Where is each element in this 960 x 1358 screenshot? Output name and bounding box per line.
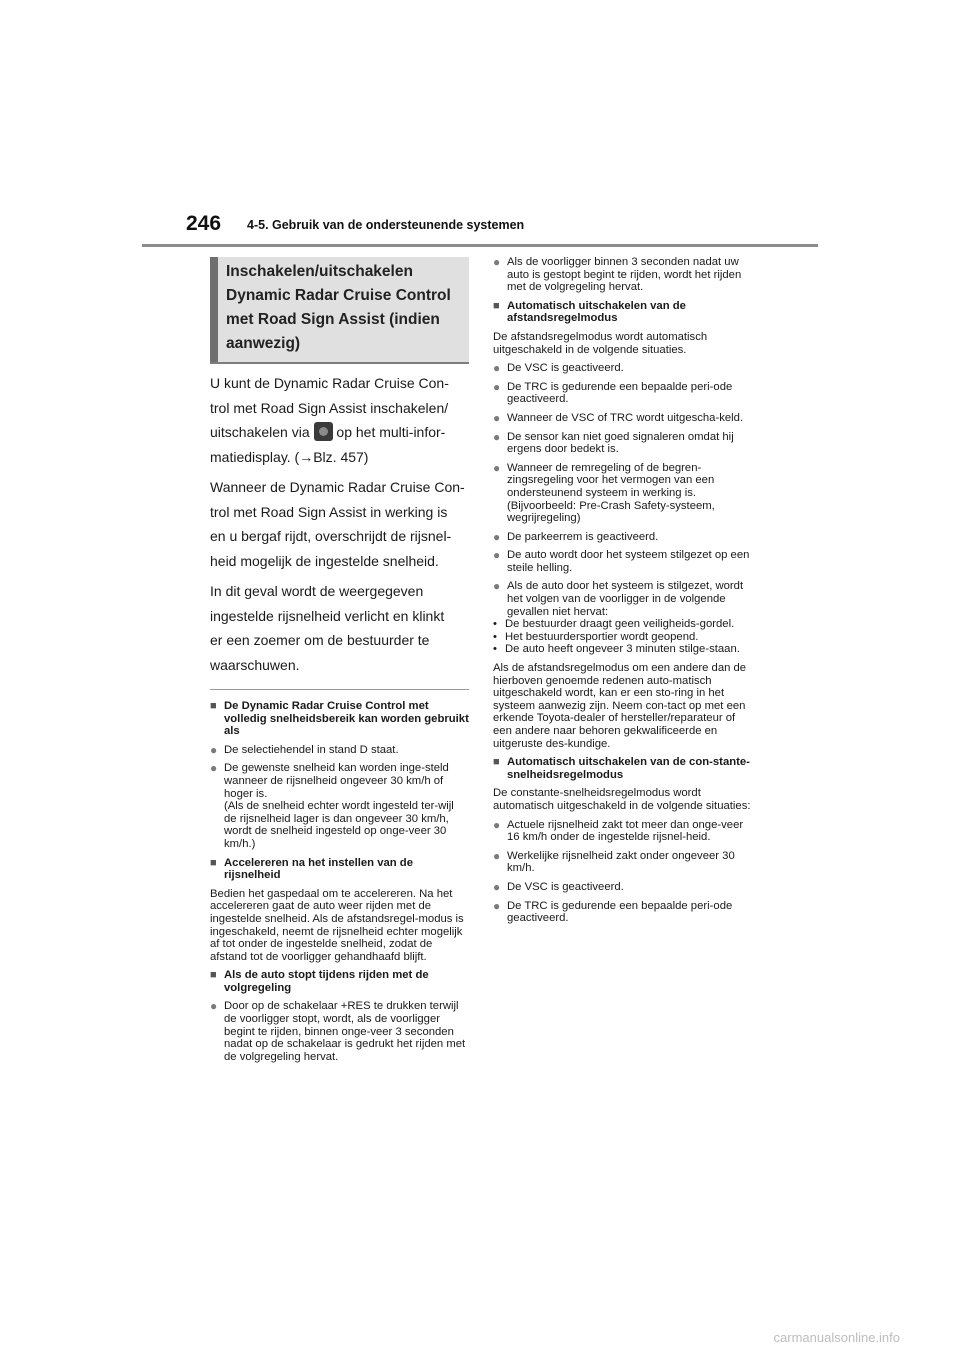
para2-line: heid mogelijk de ingestelde snelheid. xyxy=(210,552,439,569)
square-bullet-icon: ■ xyxy=(493,756,500,769)
subheading xyxy=(210,700,469,738)
para3-line: ingestelde rijsnelheid verlicht en klinkt xyxy=(210,607,445,624)
para3-line: waarschuwen. xyxy=(210,656,300,673)
square-bullet-icon: ■ xyxy=(210,700,217,712)
para2-line: trol met Road Sign Assist in werking is xyxy=(210,503,448,520)
list-item-text: De sensor kan niet goed signaleren omdat hij ergens door bedekt is. xyxy=(507,430,734,456)
dash-item-text: De bestuurder draagt geen veiligheids-gordel. xyxy=(505,618,735,631)
list-item xyxy=(493,412,755,425)
list-item-text: Werkelijke rijsnelheid zakt onder ongeveer 30 km/h. xyxy=(507,849,735,875)
intro-line: matiedisplay. (→Blz. 457) xyxy=(210,448,369,465)
list-item-text: De TRC is gedurende een bepaalde peri-ode geactiveerd. xyxy=(507,380,733,406)
paragraph: De constante-snelheidsregelmodus wordt automatisch uitgeschakeld in de volgende situaties: xyxy=(493,787,751,812)
intro-after-icon: op het multi-infor- xyxy=(332,424,446,440)
list-item-text: Wanneer de VSC of TRC wordt uitgescha-keld. xyxy=(507,411,744,424)
left-column xyxy=(210,257,469,1069)
subheading xyxy=(493,300,755,325)
header-rule xyxy=(142,244,818,247)
list-item-note: (Als de snelheid echter wordt ingesteld ter-wijl de rijsnelheid lager is dan ongeveer 30 km/h, wordt de snelheid ingesteld op onge-veer 30 km/h.) xyxy=(224,800,454,850)
subheading-text: Accelereren na het instellen van de rijsnelheid xyxy=(224,856,413,882)
list-item-text: De parkeerrem is geactiveerd. xyxy=(507,530,659,543)
dash-bullet-icon: • xyxy=(493,643,497,656)
list-item-text: De VSC is geactiveerd. xyxy=(507,362,624,375)
list-item-text: Actuele rijsnelheid zakt tot meer dan onge-veer 16 km/h onder de ingestelde rijsnel-heid. xyxy=(507,818,744,844)
bullet-icon: ● xyxy=(493,410,501,425)
list-item xyxy=(493,900,755,925)
section-title-line: met Road Sign Assist (indien xyxy=(226,311,440,328)
paragraph: De afstandsregelmodus wordt automatisch uitgeschakeld in de volgende situaties. xyxy=(493,330,708,356)
dash-bullet-icon: • xyxy=(493,630,497,643)
subheading xyxy=(210,857,469,882)
watermark: carmanualsonline.info xyxy=(773,1330,900,1345)
dash-item-text: Het bestuurdersportier wordt geopend. xyxy=(505,630,699,643)
list-item xyxy=(210,1000,469,1063)
bullet-icon: ● xyxy=(493,255,501,269)
bullet-icon: ● xyxy=(493,879,501,894)
square-bullet-icon: ■ xyxy=(210,969,217,982)
intro-line-with-icon xyxy=(210,420,469,445)
list-item xyxy=(493,850,755,875)
section-title-line: Dynamic Radar Cruise Control xyxy=(226,287,451,304)
list-item xyxy=(493,362,755,375)
page-number: 246 xyxy=(186,212,222,235)
para3-line: In dit geval wordt de weergegeven xyxy=(210,583,424,599)
list-item xyxy=(493,431,755,456)
square-bullet-icon: ■ xyxy=(210,856,217,869)
bullet-icon: ● xyxy=(493,379,501,394)
paragraph: Bedien het gaspedaal om te accelereren. Na het accelereren gaat de auto weer rijden met de ingestelde snelheid. Als de afstandsregel-modus is ingeschakeld, neemt de rijsnelheid echter mogelijk af tot onder de ingestelde snelheid, zodat de afstand tot de voorligger gehandhaafd blijft. xyxy=(210,887,464,963)
square-bullet-icon: ■ xyxy=(493,299,500,312)
bullet-icon: ● xyxy=(493,548,501,563)
intro-text xyxy=(210,364,469,677)
list-item xyxy=(493,549,755,574)
bullet-icon: ● xyxy=(493,361,501,376)
dash-item-text: De auto heeft ongeveer 3 minuten stilge-staan. xyxy=(505,643,740,656)
subheading-text: De Dynamic Radar Cruise Control met volledig snelheidsbereik kan worden gebruikt als xyxy=(224,700,469,738)
section-title-box xyxy=(210,257,469,362)
subheading xyxy=(493,756,755,781)
dash-item xyxy=(493,618,755,631)
intro-line: U kunt de Dynamic Radar Cruise Con- xyxy=(210,375,449,391)
chapter-title: 4-5. Gebruik van de ondersteunende systemen xyxy=(247,218,525,232)
bullet-icon: ● xyxy=(493,898,501,913)
list-item xyxy=(493,381,755,406)
list-item xyxy=(493,531,755,544)
list-item-text: De VSC is geactiveerd. xyxy=(507,880,624,893)
bullet-icon: ● xyxy=(493,460,501,475)
bullet-icon: ● xyxy=(493,429,501,444)
intro-line: trol met Road Sign Assist inschakelen/ xyxy=(210,399,449,416)
list-item-text: Als de auto door het systeem is stilgezet, wordt het volgen van de voorligger in de volgende gevallen niet hervat: xyxy=(507,580,744,618)
list-item-text: Wanneer de remregeling of de begren-zingsregeling voor het vermogen van een ondersteunend systeem in werking is. (Bijvoorbeeld: Pre-Crash Safety-systeem, wegrijregeling) xyxy=(507,461,715,525)
para2-line: en u bergaf rijdt, overschrijdt de rijsnel- xyxy=(210,528,452,544)
list-item xyxy=(493,256,755,294)
bullet-icon: ● xyxy=(493,579,501,594)
list-item xyxy=(493,819,755,844)
bullet-icon: ● xyxy=(210,761,218,776)
list-item-text: De TRC is gedurende een bepaalde peri-ode geactiveerd. xyxy=(507,899,733,925)
subheading-text: Automatisch uitschakelen van de con-stante-snelheidsregelmodus xyxy=(507,756,750,781)
list-item-text: Als de voorligger binnen 3 seconden nadat uw auto is gestopt begint te rijden, wordt het rijden met de volgregeling hervat. xyxy=(507,256,742,294)
bullet-icon: ● xyxy=(210,999,218,1014)
subheading xyxy=(210,969,469,994)
para2-line: Wanneer de Dynamic Radar Cruise Con- xyxy=(210,479,465,495)
bullet-icon: ● xyxy=(493,529,501,544)
dash-item xyxy=(493,631,755,644)
bullet-icon: ● xyxy=(493,817,501,832)
list-item xyxy=(493,580,755,618)
bullet-icon: ● xyxy=(210,742,218,757)
dash-bullet-icon: • xyxy=(493,618,497,631)
dash-item xyxy=(493,643,755,656)
list-item-text: De auto wordt door het systeem stilgezet op een steile helling. xyxy=(507,549,750,574)
settings-gear-icon xyxy=(314,422,333,441)
bullet-icon: ● xyxy=(493,848,501,863)
divider xyxy=(210,689,469,690)
subheading-text: Automatisch uitschakelen van de afstandsregelmodus xyxy=(507,299,686,325)
list-item xyxy=(210,762,469,850)
right-column xyxy=(493,256,755,931)
section-title-line: Inschakelen/uitschakelen xyxy=(226,263,413,280)
subheading-text: Als de auto stopt tijdens rijden met de volgregeling xyxy=(224,969,429,994)
section-title-line: aanwezig) xyxy=(226,335,301,352)
list-item-text: De gewenste snelheid kan worden inge-steld wanneer de rijsnelheid ongeveer 30 km/h of hoger is. xyxy=(224,762,449,800)
paragraph: Als de afstandsregelmodus om een andere dan de hierboven genoemde redenen auto-matisch uitgeschakeld wordt, kan er een sto-ring in het systeem aanwezig zijn. Neem con-tact op met een erkende Toyota-dealer of hersteller/reparateur of een andere naar behoren gekwalificeerde en uitgeruste des-kundige. xyxy=(493,662,747,750)
intro-before-icon: uitschakelen via xyxy=(210,424,314,440)
list-item-text: De selectiehendel in stand D staat. xyxy=(224,743,399,756)
para3-line: er een zoemer om de bestuurder te xyxy=(210,632,430,648)
list-item-text: Door op de schakelaar +RES te drukken terwijl de voorligger stopt, wordt, als de voorligger begint te rijden, binnen onge-veer 3 seconden nadat op de schakelaar is gedrukt het rijden met de volgregeling hervat. xyxy=(224,1000,466,1063)
list-item xyxy=(493,462,755,525)
list-item xyxy=(493,881,755,894)
list-item xyxy=(210,744,469,757)
